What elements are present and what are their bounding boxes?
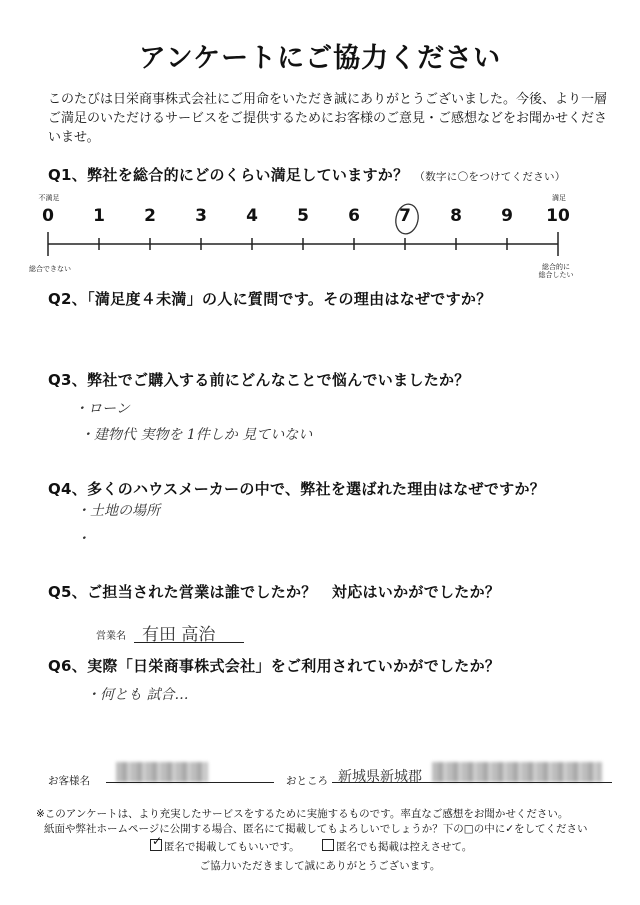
satisfaction-scale-line (0, 0, 640, 300)
scale-number-4[interactable]: 4 (246, 206, 258, 226)
scale-number-8[interactable]: 8 (450, 206, 462, 226)
option-publish-ok[interactable] (150, 834, 300, 855)
circled-answer-mark (393, 202, 421, 236)
scale-number-6[interactable]: 6 (348, 206, 360, 226)
scale-number-7[interactable]: 7 (399, 206, 411, 226)
q6-answer: ・何とも 試合… (86, 687, 189, 703)
q5-question: Q5、ご担当された営業は誰でしたか？ 対応はいかがでしたか？ (48, 583, 501, 601)
scale-number-3[interactable]: 3 (195, 206, 207, 226)
q6-question: Q6、実際「日栄商事株式会社」をご利用されていかがでしたか？ (48, 657, 501, 675)
scale-number-0[interactable]: 0 (42, 206, 54, 226)
address-value: 新城県新城郡 (338, 769, 422, 785)
scale-right-top: 満足 (552, 194, 566, 202)
thank-you-text: ご協力いただきまして誠にありがとうございます。 (199, 860, 441, 872)
q3-answer-1: ・ローン (74, 401, 130, 417)
sales-rep-name: 有田 高治 (142, 625, 216, 645)
footer-note-2: 紙面や弊社ホームページに公開する場合、匿名にて掲載してもよろしいでしょうか？下の□の中に✓をしてください (44, 823, 588, 835)
q3-question: Q3、弊社でご購入する前にどんなことで悩んでいましたか？ (48, 371, 470, 389)
address-redacted (432, 762, 602, 782)
sales-rep-label: 営業名 (96, 631, 126, 642)
q4-answer-2: ・ (76, 531, 90, 547)
scale-number-1[interactable]: 1 (93, 206, 105, 226)
q1-label: Q1、弊社を総合的にどのくらい満足していますか？ (48, 166, 409, 184)
q3-answer-2: ・建物代 実物を 1件しか 見ていない (80, 427, 313, 443)
customer-name-underline (106, 782, 274, 783)
q4-question: Q4、多くのハウスメーカーの中で、弊社を選ばれた理由はなぜですか？ (48, 480, 546, 498)
address-underline (332, 782, 612, 783)
checkbox-checked-icon[interactable]: ✓ (150, 839, 162, 851)
scale-right-bottom: 総合的に 総合したい (538, 263, 574, 279)
scale-number-10[interactable]: 10 (546, 206, 570, 226)
intro-text: このたびは日栄商事株式会社にご用命をいただき誠にありがとうございました。今後、より一層ご満足のいただけるサービスをご提供するためにお客様のご意見・ご感想などをお聞かせくださいませ。 (48, 92, 608, 145)
sales-rep-underline (134, 642, 244, 643)
customer-name-redacted (116, 762, 208, 782)
footer-note-1: ※このアンケートは、より充実したサービスをするために実施するものです。率直なご感想をお聞かせください。 (36, 808, 569, 820)
scale-number-2[interactable]: 2 (144, 206, 156, 226)
address-label: おところ (286, 775, 328, 787)
scale-number-5[interactable]: 5 (297, 206, 309, 226)
customer-name-label: お客様名 (48, 775, 90, 787)
q4-answer-1: ・土地の場所 (76, 503, 160, 519)
page-title: アンケートにご協力ください (138, 43, 502, 74)
option-publish-decline-label: 匿名でも掲載は控えさせて。 (336, 841, 473, 853)
scale-number-9[interactable]: 9 (501, 206, 513, 226)
option-publish-decline[interactable] (322, 838, 472, 855)
q2-question: Q2、「満足度４未満」の人に質問です。その理由はなぜですか？ (48, 290, 492, 308)
option-publish-ok-label: 匿名で掲載してもいいです。 (164, 841, 300, 853)
checkbox-empty-icon[interactable] (322, 839, 334, 851)
q1-note: （数字に〇をつけてください） (414, 171, 566, 183)
scale-left-bottom: 総合できない (29, 265, 71, 273)
scale-left-top: 不満足 (38, 194, 60, 202)
